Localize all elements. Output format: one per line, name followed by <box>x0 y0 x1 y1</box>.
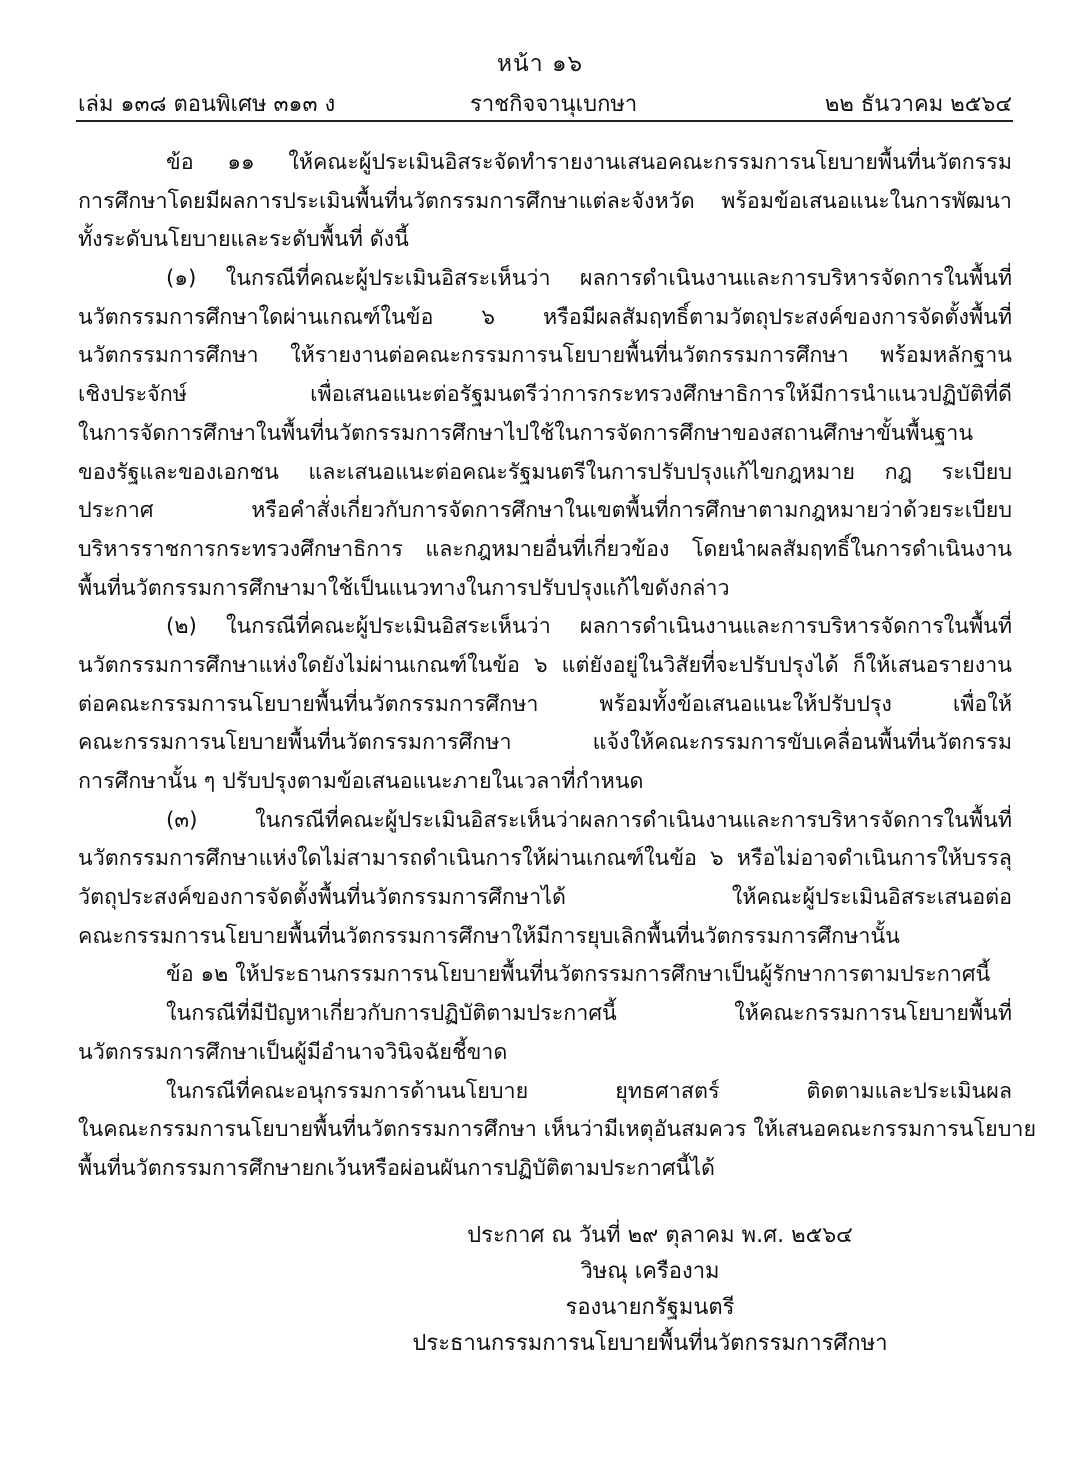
body-line: นวัตกรรมการศึกษา ให้รายงานต่อคณะกรรมการนโยบายพื้นที่นวัตกรรมการศึกษา พร้อมหลักฐาน <box>78 343 1012 369</box>
body-line: ประกาศ หรือคำสั่งเกี่ยวกับการจัดการศึกษาในเขตพื้นที่การศึกษาตามกฎหมายว่าด้วยระเบียบ <box>78 498 1012 524</box>
exemption-paragraph-line: ในกรณีที่คณะอนุกรรมการด้านนโยบาย ยุทธศาสตร์ ติดตามและประเมินผล <box>166 1078 1012 1104</box>
body-line: นวัตกรรมการศึกษาแห่งใดยังไม่ผ่านเกณฑ์ในข้อ ๖ แต่ยังอยู่ในวิสัยที่จะปรับปรุงได้ ก็ให้เสนอรายงาน <box>78 652 1012 678</box>
gazette-title: ราชกิจจานุเบกษา <box>470 92 638 117</box>
page-number: หน้า ๑๖ <box>496 51 584 77</box>
body-line: นวัตกรรมการศึกษาใดผ่านเกณฑ์ในข้อ ๖ หรือมีผลสัมฤทธิ์ตามวัตถุประสงค์ของการจัดตั้งพื้นที่ <box>78 304 1012 330</box>
body-line: การศึกษาโดยมีผลการประเมินพื้นที่นวัตกรรมการศึกษาแต่ละจังหวัด พร้อมข้อเสนอแนะในการพัฒนา <box>78 188 1012 214</box>
body-line: พื้นที่นวัตกรรมการศึกษามาใช้เป็นแนวทางในการปรับปรุงแก้ไขดังกล่าว <box>78 575 730 601</box>
clause-11-line: ข้อ ๑๑ ให้คณะผู้ประเมินอิสระจัดทำรายงานเสนอคณะกรรมการนโยบายพื้นที่นวัตกรรม <box>166 150 1012 175</box>
body-line: การศึกษานั้น ๆ ปรับปรุงตามข้อเสนอแนะภายในเวลาที่กำหนด <box>78 769 644 794</box>
announcement-date: ประกาศ ณ วันที่ ๒๙ ตุลาคม พ.ศ. ๒๕๖๔ <box>467 1223 853 1248</box>
subclause-1-line: (๑) ในกรณีที่คณะผู้ประเมินอิสระเห็นว่า ผลการดำเนินงานและการบริหารจัดการในพื้นที่ <box>166 266 1012 292</box>
body-line: ในคณะกรรมการนโยบายพื้นที่นวัตกรรมการศึกษา เห็นว่ามีเหตุอันสมควร ให้เสนอคณะกรรมการนโยบาย <box>78 1117 1037 1143</box>
body-line: พื้นที่นวัตกรรมการศึกษายกเว้นหรือผ่อนผันการปฏิบัติตามประกาศนี้ได้ <box>78 1155 715 1181</box>
volume-info: เล่ม ๑๓๘ ตอนพิเศษ ๓๑๓ ง <box>78 92 336 117</box>
document-body <box>78 144 1037 1189</box>
body-line: ในการจัดการศึกษาในพื้นที่นวัตกรรมการศึกษาไปใช้ในการจัดการศึกษาของสถานศึกษาขั้นพื้นฐาน <box>78 420 974 446</box>
clause-12-line: ข้อ ๑๒ ให้ประธานกรรมการนโยบายพื้นที่นวัตกรรมการศึกษาเป็นผู้รักษาการตามประกาศนี้ <box>166 962 991 988</box>
gazette-header <box>78 86 1012 118</box>
body-line: ทั้งระดับนโยบายและระดับพื้นที่ ดังนี้ <box>78 227 409 253</box>
body-line: ในกรณีที่มีปัญหาเกี่ยวกับการปฏิบัติตามประกาศนี้ ให้คณะกรรมการนโยบายพื้นที่ <box>166 1001 1012 1027</box>
body-line: คณะกรรมการนโยบายพื้นที่นวัตกรรมการศึกษา แจ้งให้คณะกรรมการขับเคลื่อนพื้นที่นวัตกรรม <box>78 730 1012 756</box>
signatory-position: รองนายกรัฐมนตรี <box>565 1295 735 1320</box>
body-line: ต่อคณะกรรมการนโยบายพื้นที่นวัตกรรมการศึกษา พร้อมทั้งข้อเสนอแนะให้ปรับปรุง เพื่อให้ <box>78 691 1012 717</box>
body-line: นวัตกรรมการศึกษาเป็นผู้มีอำนาจวินิจฉัยชี้ขาด <box>78 1039 508 1065</box>
subclause-2-line: (๒) ในกรณีที่คณะผู้ประเมินอิสระเห็นว่า ผลการดำเนินงานและการบริหารจัดการในพื้นที่ <box>166 614 1012 640</box>
subclause-3-line: (๓) ในกรณีที่คณะผู้ประเมินอิสระเห็นว่าผลการดำเนินงานและการบริหารจัดการในพื้นที่ <box>166 807 1012 833</box>
body-line: บริหารราชการกระทรวงศึกษาธิการ และกฎหมายอื่นที่เกี่ยวข้อง โดยนำผลสัมฤทธิ์ในการดำเนินงาน <box>78 536 1012 562</box>
body-line: คณะกรรมการนโยบายพื้นที่นวัตกรรมการศึกษาให้มีการยุบเลิกพื้นที่นวัตกรรมการศึกษานั้น <box>78 923 900 949</box>
signatory-name: วิษณุ เครืองาม <box>580 1259 720 1284</box>
body-line: นวัตกรรมการศึกษาแห่งใดไม่สามารถดำเนินการให้ผ่านเกณฑ์ในข้อ ๖ หรือไม่อาจดำเนินการให้บรรลุ <box>78 846 1012 872</box>
signatory-title: ประธานกรรมการนโยบายพื้นที่นวัตกรรมการศึกษา <box>412 1331 888 1356</box>
body-line: เชิงประจักษ์ เพื่อเสนอแนะต่อรัฐมนตรีว่าการกระทรวงศึกษาธิการให้มีการนำแนวปฏิบัติที่ดี <box>78 382 1012 408</box>
signature-block <box>400 1218 900 1362</box>
body-line: วัตถุประสงค์ของการจัดตั้งพื้นที่นวัตกรรมการศึกษาได้ ให้คณะผู้ประเมินอิสระเสนอต่อ <box>78 885 1012 911</box>
publication-date: ๒๒ ธันวาคม ๒๕๖๔ <box>824 92 1012 117</box>
header-divider <box>76 120 1013 122</box>
body-line: ของรัฐและของเอกชน และเสนอแนะต่อคณะรัฐมนตรีในการปรับปรุงแก้ไขกฎหมาย กฎ ระเบียบ <box>78 459 1012 485</box>
